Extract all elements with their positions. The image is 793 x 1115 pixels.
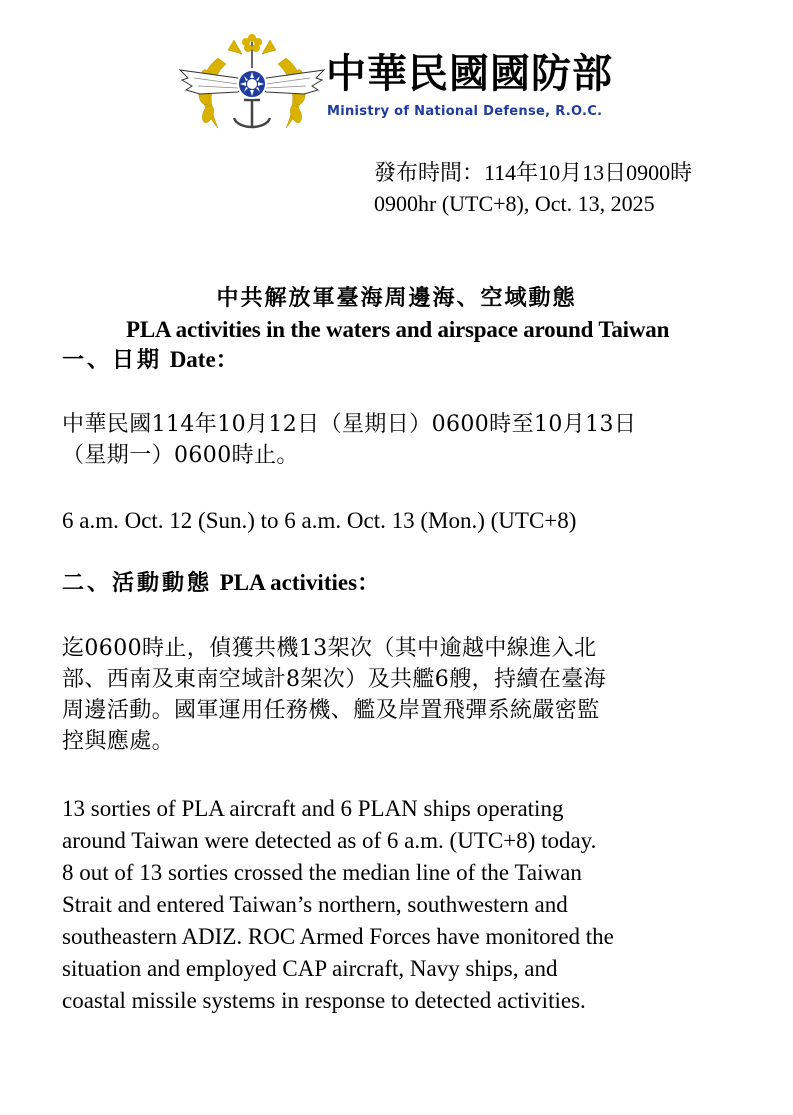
section-activities-zh-line: 部、西南及東南空域計8架次）及共艦6艘，持續在臺海 — [62, 667, 606, 692]
org-name-en: Ministry of National Defense, R.O.C. — [327, 104, 603, 119]
section-activities-heading — [62, 568, 380, 598]
release-time — [374, 157, 692, 219]
mnd-emblem-icon — [178, 28, 326, 140]
section-activities-heading-zh: 二、活動動態 — [62, 570, 213, 596]
section-date-zh-line: （星期一）0600時止。 — [62, 443, 299, 468]
section-activities-en-line: coastal missile systems in response to detected activities. — [62, 988, 586, 1013]
section-activities-en-line: 13 sorties of PLA aircraft and 6 PLAN ships operating — [62, 796, 564, 821]
section-activities-zh-line: 迄0600時止，偵獲共機13架次（其中逾越中線進入北 — [62, 636, 597, 661]
release-time-zh: 發布時間：114年10月13日0900時 — [374, 160, 693, 185]
section-activities-en-line: situation and employed CAP aircraft, Navy ships, and — [62, 956, 558, 981]
title-zh: 中共解放軍臺海周邊海、空域動態 — [216, 285, 577, 311]
title-en: PLA activities in the waters and airspace around Taiwan — [126, 317, 670, 342]
section-date-text-zh — [62, 409, 768, 471]
section-activities-text-zh — [62, 633, 768, 757]
section-activities-en-line: Strait and entered Taiwan’s northern, southwestern and — [62, 892, 568, 917]
section-date-heading-en: Date： — [169, 347, 239, 372]
section-activities-zh-line: 周邊活動。國軍運用任務機、艦及岸置飛彈系統嚴密監 — [62, 698, 600, 723]
section-date-heading — [62, 345, 239, 375]
section-date-heading-zh: 一、日期 — [62, 347, 163, 373]
release-time-en: 0900hr (UTC+8), Oct. 13, 2025 — [374, 191, 655, 216]
section-date-text-en — [62, 505, 768, 537]
section-date-en-line: 6 a.m. Oct. 12 (Sun.) to 6 a.m. Oct. 13 (Mon.) (UTC+8) — [62, 508, 577, 533]
section-activities-heading-en: PLA activities： — [219, 570, 381, 595]
section-activities-zh-line: 控與應處。 — [62, 729, 175, 754]
section-activities-en-line: 8 out of 13 sorties crossed the median line of the Taiwan — [62, 860, 582, 885]
section-activities-text-en — [62, 793, 768, 1017]
section-activities-en-line: southeastern ADIZ. ROC Armed Forces have monitored the — [62, 924, 614, 949]
section-date-zh-line: 中華民國114年10月12日（星期日）0600時至10月13日 — [62, 412, 637, 437]
org-name-zh: 中華民國國防部 — [326, 51, 613, 97]
section-activities-en-line: around Taiwan were detected as of 6 a.m. (UTC+8) today. — [62, 828, 597, 853]
